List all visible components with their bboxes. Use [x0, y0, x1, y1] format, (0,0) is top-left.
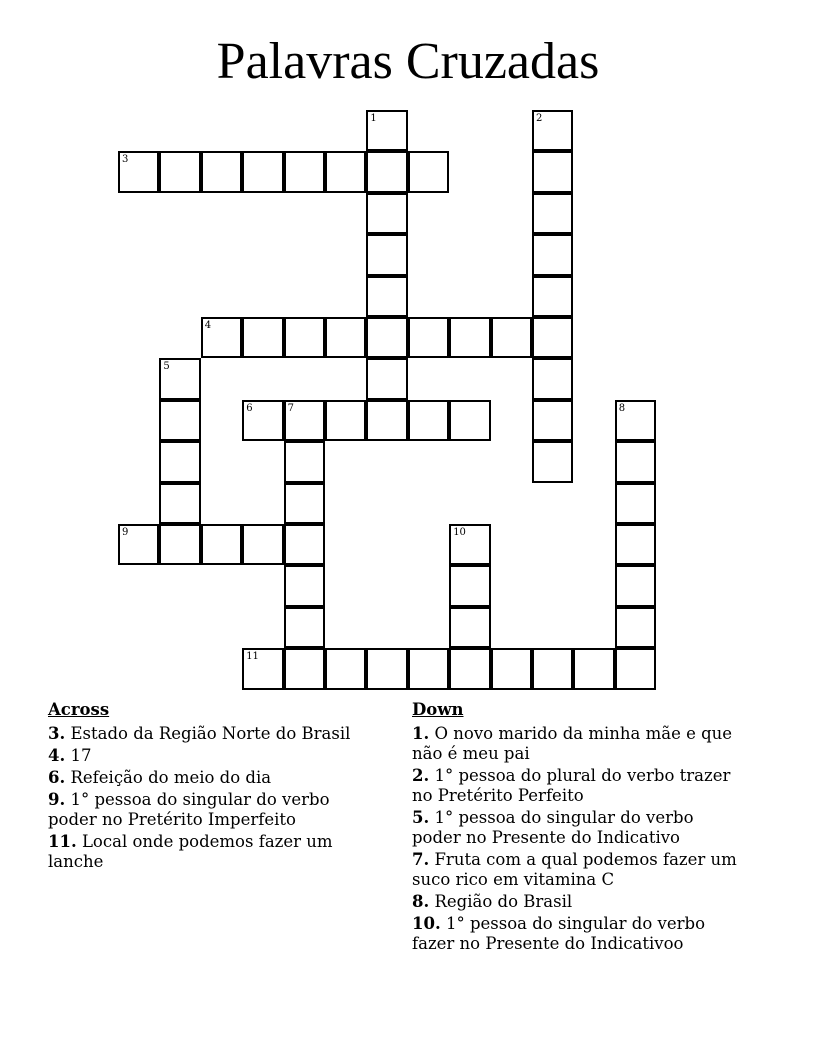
grid-cell[interactable]	[242, 151, 283, 192]
grid-cell[interactable]	[325, 648, 366, 689]
clue-number: 4.	[48, 746, 66, 765]
clue-number: 10.	[412, 914, 441, 933]
grid-cell[interactable]	[325, 151, 366, 192]
grid-cell[interactable]	[284, 483, 325, 524]
grid-cell[interactable]	[366, 648, 407, 689]
grid-cell[interactable]	[615, 648, 656, 689]
clue-text: 17	[70, 746, 92, 765]
page-title: Palavras Cruzadas	[216, 33, 600, 90]
clue-text: O novo marido da minha mãe e que não é meu pai	[412, 724, 733, 763]
cell-number: 1	[370, 113, 377, 124]
grid-cell[interactable]	[491, 648, 532, 689]
grid-cell[interactable]	[366, 358, 407, 399]
clue-number: 1.	[412, 724, 430, 743]
grid-cell[interactable]	[532, 234, 573, 275]
grid-cell[interactable]	[532, 110, 573, 151]
grid-cell[interactable]	[408, 400, 449, 441]
clue-text: 1° pessoa do singular do verbo poder no Presente do Indicativo	[412, 808, 694, 847]
clue-text: 1° pessoa do singular do verbo poder no Pretérito Imperfeito	[48, 790, 330, 829]
grid-cell[interactable]	[159, 483, 200, 524]
clue-across-6	[48, 768, 378, 788]
grid-cell[interactable]	[242, 648, 283, 689]
clue-text: Local onde podemos fazer um lanche	[48, 832, 333, 871]
clue-number: 8.	[412, 892, 430, 911]
grid-cell[interactable]	[366, 234, 407, 275]
clue-number: 7.	[412, 850, 430, 869]
clue-down-10	[412, 914, 742, 954]
grid-cell[interactable]	[159, 358, 200, 399]
grid-cell[interactable]	[615, 607, 656, 648]
grid-cell[interactable]	[532, 151, 573, 192]
grid-cell[interactable]	[159, 151, 200, 192]
grid-cell[interactable]	[449, 400, 490, 441]
grid-cell[interactable]	[159, 400, 200, 441]
clue-number: 9.	[48, 790, 66, 809]
grid-cell[interactable]	[284, 648, 325, 689]
grid-cell[interactable]	[532, 317, 573, 358]
clue-text: Estado da Região Norte do Brasil	[70, 724, 351, 743]
cell-number: 6	[246, 402, 253, 414]
cell-number: 7	[287, 402, 294, 414]
clue-down-8	[412, 892, 742, 912]
cell-number: 5	[163, 361, 170, 373]
grid-cell[interactable]	[284, 400, 325, 441]
across-clues	[48, 700, 378, 874]
grid-cell[interactable]	[449, 524, 490, 565]
grid-cell[interactable]	[532, 441, 573, 482]
cell-number: 2	[536, 113, 543, 124]
cell-number: 8	[618, 402, 626, 414]
grid-cell[interactable]	[408, 151, 449, 192]
grid-cell[interactable]	[615, 441, 656, 482]
cell-number: 10	[453, 527, 466, 538]
cell-number: 4	[204, 320, 212, 331]
grid-cell[interactable]	[201, 524, 242, 565]
grid-cell[interactable]	[532, 276, 573, 317]
down-clues	[412, 700, 742, 956]
grid-cell[interactable]	[491, 317, 532, 358]
clue-across-9	[48, 790, 378, 830]
clue-across-4	[48, 746, 378, 766]
clue-text: 1° pessoa do singular do verbo fazer no Presente do Indicativoo	[412, 914, 705, 953]
grid-cell[interactable]	[408, 648, 449, 689]
clue-number: 11.	[48, 832, 77, 851]
grid-cell[interactable]	[159, 524, 200, 565]
grid-cell[interactable]	[615, 400, 656, 441]
grid-cell[interactable]	[284, 565, 325, 606]
grid-cell[interactable]	[532, 648, 573, 689]
cell-number: 11	[246, 651, 259, 663]
clue-text: Refeição do meio do dia	[70, 768, 272, 787]
clue-text: 1° pessoa do plural do verbo trazer no Pretérito Perfeito	[412, 766, 731, 805]
grid-cell[interactable]	[615, 524, 656, 565]
grid-cell[interactable]	[159, 441, 200, 482]
grid-cell[interactable]	[118, 524, 159, 565]
grid-cell[interactable]	[325, 400, 366, 441]
grid-cell[interactable]	[201, 317, 242, 358]
grid-cell[interactable]	[242, 317, 283, 358]
grid-cell[interactable]	[449, 607, 490, 648]
grid-cell[interactable]	[449, 317, 490, 358]
grid-cell[interactable]	[284, 607, 325, 648]
grid-cell[interactable]	[449, 565, 490, 606]
grid-cell[interactable]	[242, 400, 283, 441]
grid-cell[interactable]	[284, 524, 325, 565]
cell-number: 3	[122, 154, 129, 166]
grid-cell[interactable]	[201, 151, 242, 192]
clue-down-2	[412, 766, 742, 806]
grid-cell[interactable]	[573, 648, 614, 689]
clue-across-3	[48, 724, 378, 744]
grid-cell[interactable]	[366, 317, 407, 358]
grid-cell[interactable]	[284, 317, 325, 358]
grid-cell[interactable]	[366, 151, 407, 192]
grid-cell[interactable]	[408, 317, 449, 358]
clue-number: 5.	[412, 808, 430, 827]
clue-across-11	[48, 832, 378, 872]
across-heading: Across	[48, 700, 110, 719]
grid-cell[interactable]	[242, 524, 283, 565]
grid-cell[interactable]	[325, 317, 366, 358]
grid-cell[interactable]	[118, 151, 159, 192]
clue-text: Fruta com a qual podemos fazer um suco rico em vitamina C	[412, 850, 737, 889]
clue-number: 6.	[48, 768, 66, 787]
grid-cell[interactable]	[532, 358, 573, 399]
grid-cell[interactable]	[615, 483, 656, 524]
grid-cell[interactable]	[366, 400, 407, 441]
clue-down-1	[412, 724, 742, 764]
grid-cell[interactable]	[366, 193, 407, 234]
grid-cell[interactable]	[284, 441, 325, 482]
down-heading: Down	[412, 700, 464, 719]
grid-cell[interactable]	[366, 110, 407, 151]
clue-down-5	[412, 808, 742, 848]
clue-number: 2.	[412, 766, 430, 785]
grid-cell[interactable]	[449, 648, 490, 689]
grid-cell[interactable]	[532, 193, 573, 234]
clue-text: Região do Brasil	[434, 892, 573, 911]
cell-number: 9	[122, 527, 129, 538]
grid-cell[interactable]	[366, 276, 407, 317]
clue-number: 3.	[48, 724, 66, 743]
grid-cell[interactable]	[284, 151, 325, 192]
grid-cell[interactable]	[532, 400, 573, 441]
clue-down-7	[412, 850, 742, 890]
grid-cell[interactable]	[615, 565, 656, 606]
